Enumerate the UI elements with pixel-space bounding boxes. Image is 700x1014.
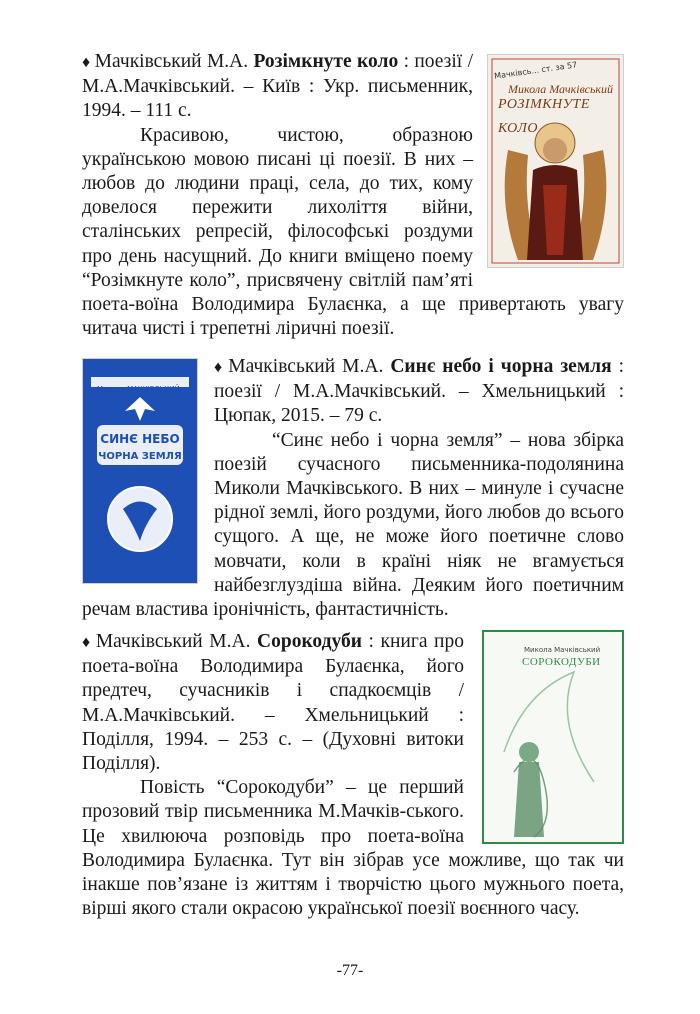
cover-author: Микола Мачківський: [508, 82, 614, 96]
book-entry-2: [82, 355, 624, 622]
book-cover-sorokodubu: [482, 630, 624, 844]
book-title: Розімкнуте коло: [253, 51, 399, 72]
book-details: : поезії / М.А.Мачківський. – Київ : Укр. письменник, 1994. – 111 с.: [82, 51, 474, 122]
book-entry-1: [82, 50, 624, 341]
cover-author: Микола Мачківський: [524, 646, 601, 654]
cover-title: РОЗІМКНУТЕ КОЛО: [498, 97, 590, 137]
diamond-bullet-icon: ♦: [82, 54, 91, 71]
diamond-bullet-icon: ♦: [82, 634, 92, 651]
page-number: -77-: [336, 962, 364, 979]
cover-title-line-1: СИНЄ НЕБО: [100, 432, 180, 446]
book-title: Синє небо і чорна земля: [390, 356, 612, 377]
book-entry-3: [82, 630, 624, 921]
book-cover-synie-nebo: [82, 358, 198, 584]
book-details: : поезії / М.А.Мачківський. – Хмельницький : Цюпак, 2015. – 79 с.: [214, 356, 625, 427]
cover-handwriting: Мачківсь... ст. за 57: [493, 60, 578, 81]
cover-author: Микола МАЧКІВСЬКИЙ: [97, 385, 180, 393]
book-author: Мачківський М.А.: [228, 356, 384, 377]
cover-title: СОРОКОДУБИ: [522, 656, 601, 668]
book-author: Мачківський М.А.: [94, 51, 249, 72]
diamond-bullet-icon: ♦: [214, 359, 225, 376]
book-cover-rozimknute-kolo: [487, 54, 624, 268]
book-title: Сорокодуби: [257, 631, 362, 652]
cover-title-line-2: ЧОРНА ЗЕМЛЯ: [98, 451, 182, 462]
book-details: : книга про поета-воїна Володимира Булаєнка, його предтеч, сучасників і спадкоємців / М.А.Мачківський. – Хмельницький : Поділля, 1994. – 253 с. – (Духовні витоки Поділля).: [82, 631, 464, 775]
book-description: “Синє небо і чорна земля” – нова збірка поезій сучасного письменника-подолянина Миколи Мачківського. В них – минуле і сучасне рідної землі, його роздуми, його любов до всього сущого. А ще, не може його поетичне слово мовчати, коли в країні ніяк не вгамується найбезглуздіша війна. Деяким його поетичним речам властива іронічність, фантастичність.: [82, 429, 624, 621]
book-description: Повість “Сорокодуби” – це перший прозовий твір письменника М.Мачків-ського. Це хвилююча розповідь про поета-воїна Володимира Булаєнка. Тут він зібрав усе можливе, що так чи інакше пов’язане із життям і творчістю цього мужнього поета, вірші якого стали окрасою української поезії воєнного часу.: [82, 777, 624, 920]
book-description: Красивою, чистою, образною українською мовою писані ці поезії. В них – любов до людини праці, села, до тих, кому довелося пережити лихоліття війни, сталінських репресій, філософські роздуми про день насущний. До книги вміщено поему “Розімкнуте коло”, присвячену світлій пам’яті поета-воїна Володимира Булаєнка, а ще привертають увагу читача чисті і трепетні ліричні поезії.: [82, 124, 624, 340]
book-author: Мачківський М.А.: [95, 631, 251, 652]
